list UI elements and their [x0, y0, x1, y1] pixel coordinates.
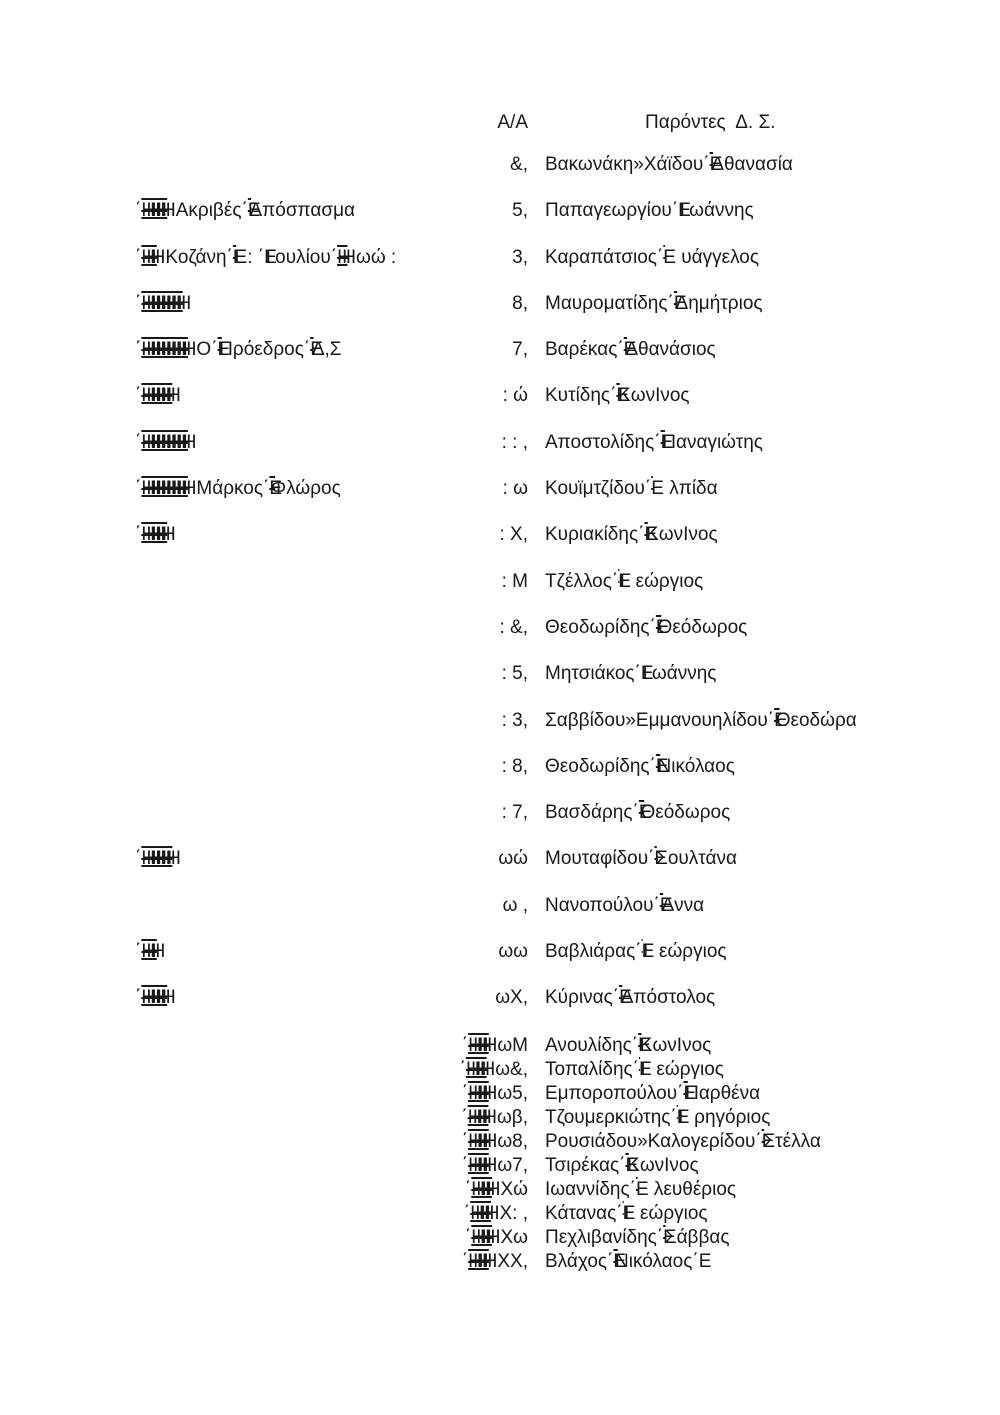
member-row — [0, 241, 1000, 287]
member-number: : ω — [502, 478, 528, 500]
member-number: &, — [510, 154, 528, 175]
garbled-grid-glyph: ΗΗΗΗΗ — [141, 524, 168, 546]
member-name: Θεοδωρίδης΄ΕΘ εόδωρος — [545, 616, 748, 638]
member-row — [0, 750, 1000, 796]
fused-glyph: ΕΑ — [619, 987, 623, 1009]
member-name: Παπαγεωργίου΄ ωάννης — [545, 200, 754, 222]
list-header — [0, 112, 1000, 148]
fused-glyph: Ε — [635, 1178, 638, 1200]
garbled-grid-glyph: ΗΗΗΗ — [468, 1082, 489, 1104]
member-row-compact — [0, 1130, 1000, 1154]
fused-glyph: Ε — [663, 246, 665, 268]
member-name: Κάτανας΄ΕΓ εώργιος — [545, 1202, 708, 1224]
member-row — [0, 657, 1000, 703]
left-label: ΄ΗΗΗΗΗ — [135, 524, 176, 546]
member-name: Πεχλιβανίδης΄ΕΣ άββας — [545, 1226, 730, 1248]
fused-glyph: ΕΓ — [639, 1058, 641, 1080]
garbled-grid-glyph: ΗΗΗΗΗΗΗΗ — [141, 292, 183, 314]
member-row — [0, 796, 1000, 842]
fused-glyph: ΕΓ — [618, 570, 620, 592]
fused-glyph: Ε — [651, 478, 653, 500]
fused-glyph: ΕΝ — [655, 755, 661, 777]
fused-glyph — [641, 663, 652, 684]
member-name: Βλάχος΄ΕΝ ικόλαος΄Ε — [545, 1250, 712, 1272]
member-number: ΄ΗΗΗΗ ωβ, — [461, 1106, 528, 1128]
member-name: Καραπάτσιος΄Ε υάγγελος — [545, 246, 760, 268]
member-name: Νανοπούλου΄ΕΑ ννα — [545, 894, 705, 916]
member-number: : : , — [501, 431, 528, 453]
fused-glyph: ΕΣ — [761, 1130, 765, 1152]
column-header-aa: Α/Α — [497, 112, 528, 133]
member-row-compact — [0, 1154, 1000, 1178]
fused-glyph: ΕΚ — [616, 385, 620, 407]
column-header-present-title: Παρόντες Δ. Σ. — [645, 112, 776, 133]
fused-glyph: ΕΑ — [247, 200, 252, 222]
member-name: Ιωαννίδης΄Ε λευθέριος — [545, 1178, 737, 1200]
garbled-grid-glyph: ΗΗΗΗ — [468, 1154, 489, 1176]
member-number: : ώ — [502, 385, 528, 407]
fused-glyph: ΕΘ — [655, 616, 662, 638]
garbled-grid-glyph: ΗΗΗΗΗΗ — [141, 848, 173, 870]
fused-glyph: ΕΓ — [622, 1202, 624, 1224]
member-row — [0, 842, 1000, 888]
member-number: : Μ — [501, 570, 528, 592]
fused-glyph: ΕΝ — [613, 1250, 618, 1272]
member-row — [0, 148, 1000, 194]
member-name: Τζέλλος΄ΕΓ εώργιος — [545, 570, 704, 592]
member-number: ΄ΗΗΗΗ ω7, — [461, 1154, 528, 1176]
left-label: ΄ΗΗΗΗΗΗΗΗΗ Μάρκος΄ΕΦ λώρος — [135, 478, 341, 500]
member-number: : 3, — [501, 709, 528, 731]
member-name: Κύρινας΄ΕΑ πόστολος — [545, 987, 716, 1009]
member-number: ΄ΗΗΗΗ Χω — [464, 1226, 528, 1248]
member-row — [0, 981, 1000, 1027]
member-name: Βασδάρης΄ΕΘ εόδωρος — [545, 802, 731, 824]
member-row-compact — [0, 1106, 1000, 1130]
left-label: ΄ΗΗΗΗΗΗΗΗΗ — [135, 432, 196, 454]
member-row-compact — [0, 1178, 1000, 1202]
member-row — [0, 935, 1000, 981]
left-label: ΄ΗΗΗΗΗΗΗΗΗ Ο΄ΕΠ ρόεδρος΄ΕΔ ,Σ — [135, 339, 342, 361]
member-row-compact — [0, 1082, 1000, 1106]
member-name: Τζουμερκιώτης΄ΕΓ ρηγόριος — [545, 1106, 771, 1128]
member-number: : 5, — [501, 663, 528, 685]
fused-glyph: ΕΠ — [660, 431, 665, 453]
member-name: Κυριακίδης΄ΕΚ ωνΙνος — [545, 524, 718, 546]
member-row — [0, 426, 1000, 472]
member-row — [0, 518, 1000, 564]
garbled-grid-glyph: ΗΗΗΗ — [468, 1250, 489, 1272]
fused-glyph: ΕΘ — [638, 802, 645, 824]
fused-glyph: ΕΣ — [663, 1226, 666, 1248]
member-row — [0, 287, 1000, 333]
member-list — [0, 148, 1000, 1274]
fused-glyph: ΕΚ — [638, 1034, 642, 1056]
garbled-grid-glyph: ΗΗΗΗΗ — [141, 200, 168, 222]
member-row — [0, 611, 1000, 657]
member-number: ΄ΗΗΗΗ ω5, — [461, 1082, 528, 1104]
member-number: ΄ΗΗΗΗ Χώ — [464, 1178, 528, 1200]
garbled-grid-glyph: ΗΗΗ — [141, 246, 157, 268]
member-name: Αποστολίδης΄ΕΠ αναγιώτης — [545, 431, 763, 453]
fused-glyph: ΕΕ — [232, 246, 237, 268]
member-row — [0, 472, 1000, 518]
member-name: Βακωνάκη»Χάϊδου΄ΕΑ θανασία — [545, 154, 793, 175]
left-label: ΄ΗΗΗΗΗΗ — [135, 385, 181, 407]
member-number: : &, — [499, 616, 528, 638]
garbled-grid-glyph: ΗΗ — [337, 246, 348, 268]
member-row — [0, 194, 1000, 240]
member-list-main — [0, 148, 1000, 1028]
member-number: ωΧ, — [495, 987, 528, 1009]
member-name: Μαυροματίδης΄ΕΔ ημήτριος — [545, 292, 763, 314]
garbled-grid-glyph: ΗΗΗΗ — [465, 1058, 487, 1080]
member-number: ΄ΗΗΗΗ ωΜ — [461, 1034, 528, 1056]
member-name: Τσιρέκας΄ΕΚ ωνΙνος — [545, 1154, 699, 1176]
member-row — [0, 565, 1000, 611]
member-row — [0, 704, 1000, 750]
garbled-grid-glyph: ΗΗΗΗ — [471, 1178, 492, 1200]
left-label: ΄ΗΗΗΗΗΗΗΗ — [135, 293, 191, 315]
fused-glyph: ΕΑ — [659, 894, 664, 916]
garbled-grid-glyph: ΗΗΗΗΗ — [141, 987, 168, 1009]
member-name: Σαββίδου»Εμμανουηλίδου΄ΕΘ εοδώρα — [545, 709, 857, 731]
fused-glyph: ΕΓ — [641, 941, 643, 963]
garbled-grid-glyph: ΗΗΗΗ — [471, 1226, 492, 1248]
garbled-grid-glyph: ΗΗΗΗΗΗΗΗΗ — [141, 478, 188, 500]
fused-glyph: ΕΘ — [774, 709, 780, 731]
garbled-grid-glyph: ΗΗΗΗ — [468, 1130, 489, 1152]
member-row — [0, 333, 1000, 379]
garbled-grid-glyph: ΗΗΗΗΗΗΗΗΗ — [141, 431, 188, 453]
garbled-grid-glyph: ΗΗΗΗ — [470, 1202, 491, 1224]
member-name: Μητσιάκος΄ ωάννης — [545, 663, 717, 685]
member-row — [0, 379, 1000, 425]
fused-glyph: ΕΠ — [217, 339, 222, 361]
fused-glyph: ΕΑ — [623, 339, 627, 361]
member-row-compact — [0, 1202, 1000, 1226]
garbled-grid-glyph: ΗΗΗΗΗΗ — [141, 385, 173, 407]
member-number: 3, — [512, 246, 528, 268]
left-label: ΄ΗΗΗΗΗ — [135, 987, 176, 1009]
left-label: ΄ΗΗΗΗΗ Ακριβές΄ΕΑ πόσπασμα — [135, 200, 356, 222]
left-label: ΄ΗΗΗ — [135, 941, 165, 963]
member-number: ω , — [502, 894, 528, 916]
fused-glyph: ΕΠ — [683, 1082, 688, 1104]
member-row-compact — [0, 1058, 1000, 1082]
member-row-compact — [0, 1226, 1000, 1250]
fused-glyph — [678, 200, 689, 221]
member-name: Θεοδωρίδης΄ΕΝ ικόλαος — [545, 755, 735, 777]
member-list-compact — [0, 1034, 1000, 1274]
member-name: Κουϊμτζίδου΄Ε λπίδα — [545, 478, 718, 500]
fused-glyph: ΕΑ — [709, 154, 713, 175]
member-number: 7, — [512, 339, 528, 361]
member-name: Βαρέκας΄ΕΑ θανάσιος — [545, 339, 716, 361]
fused-glyph: ΕΓ — [676, 1106, 678, 1128]
member-number: : Χ, — [499, 524, 528, 546]
fused-glyph: ΕΔ — [310, 339, 314, 361]
fused-glyph: ΕΣ — [654, 848, 657, 870]
member-row — [0, 889, 1000, 935]
fused-glyph: ΕΔ — [673, 292, 678, 314]
member-name: Ρουσιάδου»Καλογερίδου΄ΕΣ τέλλα — [545, 1130, 821, 1152]
member-number: 5, — [512, 200, 528, 222]
member-number: ωω — [498, 941, 528, 963]
member-number: ΄ΗΗΗΗ ω8, — [461, 1130, 528, 1152]
fused-glyph — [264, 247, 275, 268]
member-name: Κυτίδης΄ΕΚ ωνΙνος — [545, 385, 690, 407]
garbled-grid-glyph: ΗΗΗ — [141, 941, 157, 963]
garbled-grid-glyph: ΗΗΗΗΗΗΗΗΗ — [141, 339, 188, 361]
member-number: ΄ΗΗΗΗ ΧΧ, — [461, 1250, 528, 1272]
member-name: Τοπαλίδης΄ΕΓ εώργιος — [545, 1058, 724, 1080]
member-number: ΄ΗΗΗΗ ω&, — [459, 1058, 528, 1080]
member-number: ωώ — [498, 848, 528, 870]
member-number: 8, — [512, 292, 528, 314]
member-row-compact — [0, 1034, 1000, 1058]
member-name: Μουταφίδου΄ΕΣ ουλτάνα — [545, 848, 737, 870]
garbled-grid-glyph: ΗΗΗΗ — [468, 1034, 489, 1056]
member-number: ΄ΗΗΗΗ Χ: , — [463, 1202, 528, 1224]
member-row-compact — [0, 1250, 1000, 1274]
member-number: : 8, — [501, 755, 528, 777]
left-label: ΄ΗΗΗ Κοζάνη΄ΕΕ : ΄ ουλίου΄ΗΗ ωώ : — [135, 246, 397, 268]
member-name: Βαβλιάρας΄ΕΓ εώργιος — [545, 941, 727, 963]
garbled-grid-glyph: ΗΗΗΗ — [467, 1106, 489, 1128]
member-name: Ανουλίδης΄ΕΚ ωνΙνος — [545, 1034, 712, 1056]
fused-glyph: ΕΚ — [644, 524, 648, 546]
left-label: ΄ΗΗΗΗΗΗ — [135, 848, 181, 870]
member-name: Εμποροπούλου΄ΕΠ αρθένα — [545, 1082, 761, 1104]
fused-glyph: ΕΦ — [269, 478, 276, 500]
fused-glyph: ΕΚ — [625, 1154, 629, 1176]
member-number: : 7, — [501, 802, 528, 824]
